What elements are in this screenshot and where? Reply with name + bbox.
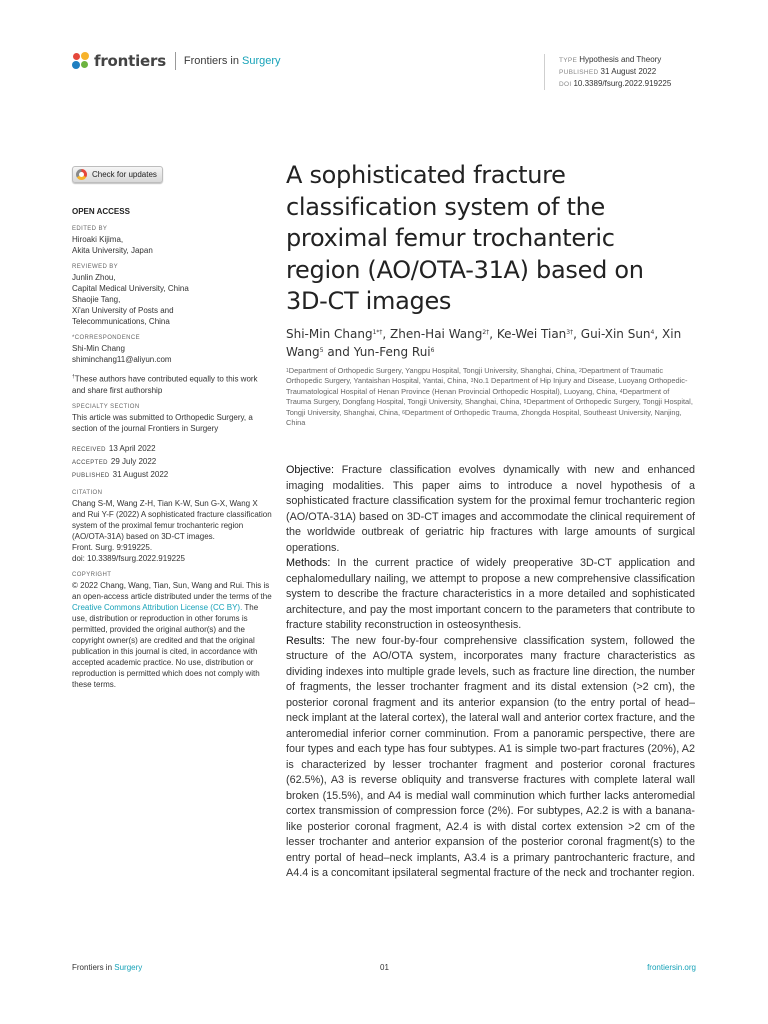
check-updates-label: Check for updates [92,170,157,179]
author-name[interactable]: Gui-Xin Sun [580,327,651,341]
author-sup: 1*† [372,329,383,336]
author-sup: 5 [319,347,324,354]
check-updates-button[interactable] [72,166,163,183]
article-meta [544,54,671,90]
author-name[interactable]: Ke-Wei Tian [496,327,567,341]
frontiers-logo[interactable] [72,50,281,72]
edited-by [72,234,272,256]
author-sup: 6 [430,347,435,354]
journal-prefix: Frontiers in [183,55,239,67]
results-text: The new four-by-four comprehensive classification system, followed the structure of the AO/OTA system, incorporates many fracture characteristics as dividing indexes into multiple grade levels, such as fracture line direction, the number of fragments, the lesser trochanter fragment and its distal extension (>2 cm), the posterior coronal fragment and its anterior expansion (to the entry portal of head–neck implant at the lateral cortex), the lateral wall and anterior cortex fracture, and the anteromedial inferior corner comminution. From a panoramic perspective, there are four types and each type has four subtypes. A1 is simple two-part fractures (20%), A2 is characterized by lesser trochanter fragment and posterior coronal fractures (62.5%), A3 is reverse obliquity and transverse fractures with complete lateral wall broken (15.5%), and A4 is medial wall comminution which further lacks anteromedial cortex transmission of compression force (2%). For subtypes, A2.2 is with a banana-like posterior coronal fragment, A2.4 is with distal cortex extension >2 cm of the lesser trochanter and anterior expansion of the posterior coronal fragment(s) to the entry portal of head–neck implants, A3.4 is a primary pantrochanteric fracture, and A4.4 is a concomitant ipsilateral segmental fracture of the neck and trochanter region. [286,634,695,879]
affil-sup: 6 [402,409,405,416]
page-number: 01 [380,963,389,972]
received-date: 13 April 2022 [108,443,156,453]
page-header [72,50,696,90]
affiliations [286,366,696,428]
reviewer-name: Shaojie Tang, [72,295,121,304]
affiliation: Department of Trauma Surgery, Dongfang Hospital, Tongji University, Shanghai, China, [286,386,670,407]
affiliation: No.1 Department of Hip Injury and Disease, Luoyang Orthopedic-Traumatological Hospital of Henan Province (Henan Provincial Orthopedic Hospital), Luoyang, China, [286,376,688,396]
journal-section: Surgery [242,55,281,67]
equal-contribution-text: These authors have contributed equally to this work and share first authorship [72,374,258,395]
affil-sup: 3 [470,378,474,385]
sidebar [72,166,272,690]
doi-link[interactable]: 10.3389/fsurg.2022.919225 [573,79,672,88]
received-key: RECEIVED [72,446,106,453]
page-footer [72,963,696,977]
author-name[interactable]: Shi-Min Chang [286,327,373,341]
author-name[interactable]: Zhen-Hai Wang [390,327,483,341]
affiliation: Department of Traumatic Orthopedic Surgery, Yantaishan Hospital, Yantai, China, [286,366,664,386]
edited-by-label: EDITED BY [72,226,108,232]
journal-name[interactable] [184,55,281,67]
correspondence-email[interactable]: shiminchang11@aliyun.com [72,355,172,364]
reviewer-affiliation: Xi'an University of Posts and [72,306,174,315]
author-sup: 2† [482,329,490,336]
dates [72,443,272,482]
author-list [286,325,698,361]
cc-by-license-link[interactable]: Creative Commons Attribution License (CC BY). [72,602,243,612]
reviewed-by-label: REVIEWED BY [72,264,119,270]
article-type: Hypothesis and Theory [579,55,662,64]
citation-label: CITATION [72,489,103,496]
author-and: and [323,345,354,359]
copyright-text [72,580,272,690]
methods-text: In the current practice of widely preoperative 3D-CT application and cephalomedullary nailing, we attempt to propose a new comprehensive classification system to describe the fracture characteristics in a more detailed and sophisticated architecture, and pay the most important concern to the parameters that contribute to fracture stability reconstruction in osteosynthesis. [286,557,695,631]
accepted-key: ACCEPTED [72,459,108,466]
accepted-date: 29 July 2022 [110,456,157,466]
author-sup: 4 [650,329,655,336]
correspondence [72,343,272,365]
objective-heading: Objective: [286,464,335,476]
affil-sup: 2 [578,368,582,374]
copyright-pre: © 2022 Chang, Wang, Tian, Sun, Wang and Rui. This is an open-access article distributed under the terms of the [72,580,272,601]
abstract-results [286,634,695,882]
reviewer-affiliation: Telecommunications, China [72,317,170,326]
citation-journal: Front. Surg. 9:919225. [72,542,153,552]
frontiers-logo-icon [72,52,90,70]
affiliation: Department of Orthopedic Trauma, Zhongda Hospital, Southeast University, Nanjing, China [286,407,682,428]
editor-affiliation: Akita University, Japan [72,246,153,255]
citation-text: Chang S-M, Wang Z-H, Tian K-W, Sun G-X, Wang X and Rui Y-F (2022) A sophisticated fracture classification system of the proximal femur trochanteric region (AO/OTA-31A) based on 3D-CT images. [72,498,272,541]
footer-journal[interactable] [72,963,142,972]
author-name[interactable]: Xin Wang [286,327,682,359]
author-separator: , [382,327,391,341]
dagger-marker: † [72,374,75,380]
specialty-label: SPECIALTY SECTION [72,403,140,410]
abstract [286,463,695,882]
published-key: PUBLISHED [559,69,599,76]
published-date: 31 August 2022 [600,67,657,76]
editor-name: Hiroaki Kijima, [72,235,124,244]
copyright-label: COPYRIGHT [72,571,112,578]
reviewer-affiliation: Capital Medical University, China [72,284,189,293]
article-title: A sophisticated fracture classification system of the proximal femur trochanteric region (AO/OTA-31A) based on 3D-CT images [286,161,644,315]
abstract-methods [286,556,695,634]
copyright-post: The use, distribution or reproduction in other forums is permitted, provided the original author(s) and the copyright owner(s) are credited and that the original publication in this journal is cited, in accordance with accepted academic practice. No use, distribution or reproduction is permitted which does not comply with these terms. [72,602,260,689]
footer-site-link[interactable]: frontiersin.org [647,963,696,972]
affil-sup: 5 [523,399,527,406]
reviewer-name: Junlin Zhou, [72,273,116,282]
published-key: PUBLISHED [72,472,110,479]
citation [72,498,272,564]
published-date: 31 August 2022 [112,469,169,479]
open-access-label: OPEN ACCESS [72,207,130,216]
check-updates-icon [76,169,87,180]
citation-doi[interactable]: doi: 10.3389/fsurg.2022.919225 [72,553,185,563]
author-name[interactable]: Yun-Feng Rui [353,345,431,359]
footer-journal-prefix: Frontiers in [72,963,113,972]
type-key: TYPE [559,57,578,64]
author-separator: , [573,327,581,341]
author-separator: , [489,327,497,341]
objective-text: Fracture classification evolves dynamically with new and enhanced imaging modalities. This paper aims to introduce a novel hypothesis of a sophisticated fracture classification system for the proximal femur trochanteric region (AO/OTA-31A) based on 3D-CT images and accommodate the clinical requirement of the worldwide outbreak of geriatric hip fractures with large amounts of surgical operations. [286,464,695,554]
specialty-text: This article was submitted to Orthopedic Surgery, a section of the journal Frontiers in Surgery [72,412,253,433]
correspondence-name: Shi-Min Chang [72,344,125,353]
reviewed-by [72,272,272,327]
correspondence-label: *CORRESPONDENCE [72,335,141,341]
logo-divider [175,52,176,70]
affil-sup: 1 [286,368,289,374]
author-sup: 3† [566,329,574,336]
equal-contribution-note [72,372,272,396]
methods-heading: Methods: [286,557,331,569]
author-separator: , [654,327,663,341]
logo-text: frontiers [94,52,166,70]
doi-key: DOI [559,81,572,88]
affiliation: Department of Orthopedic Surgery, Yangpu Hospital, Tongji University, Shanghai, China, [288,366,579,375]
abstract-objective [286,463,695,556]
results-heading: Results: [286,634,326,647]
affil-sup: 4 [619,388,623,395]
footer-journal-name: Surgery [114,963,143,972]
affiliation: Department of Orthopedic Surgery, Tongji Hospital, Tongji University, Shanghai, China, [286,397,693,417]
